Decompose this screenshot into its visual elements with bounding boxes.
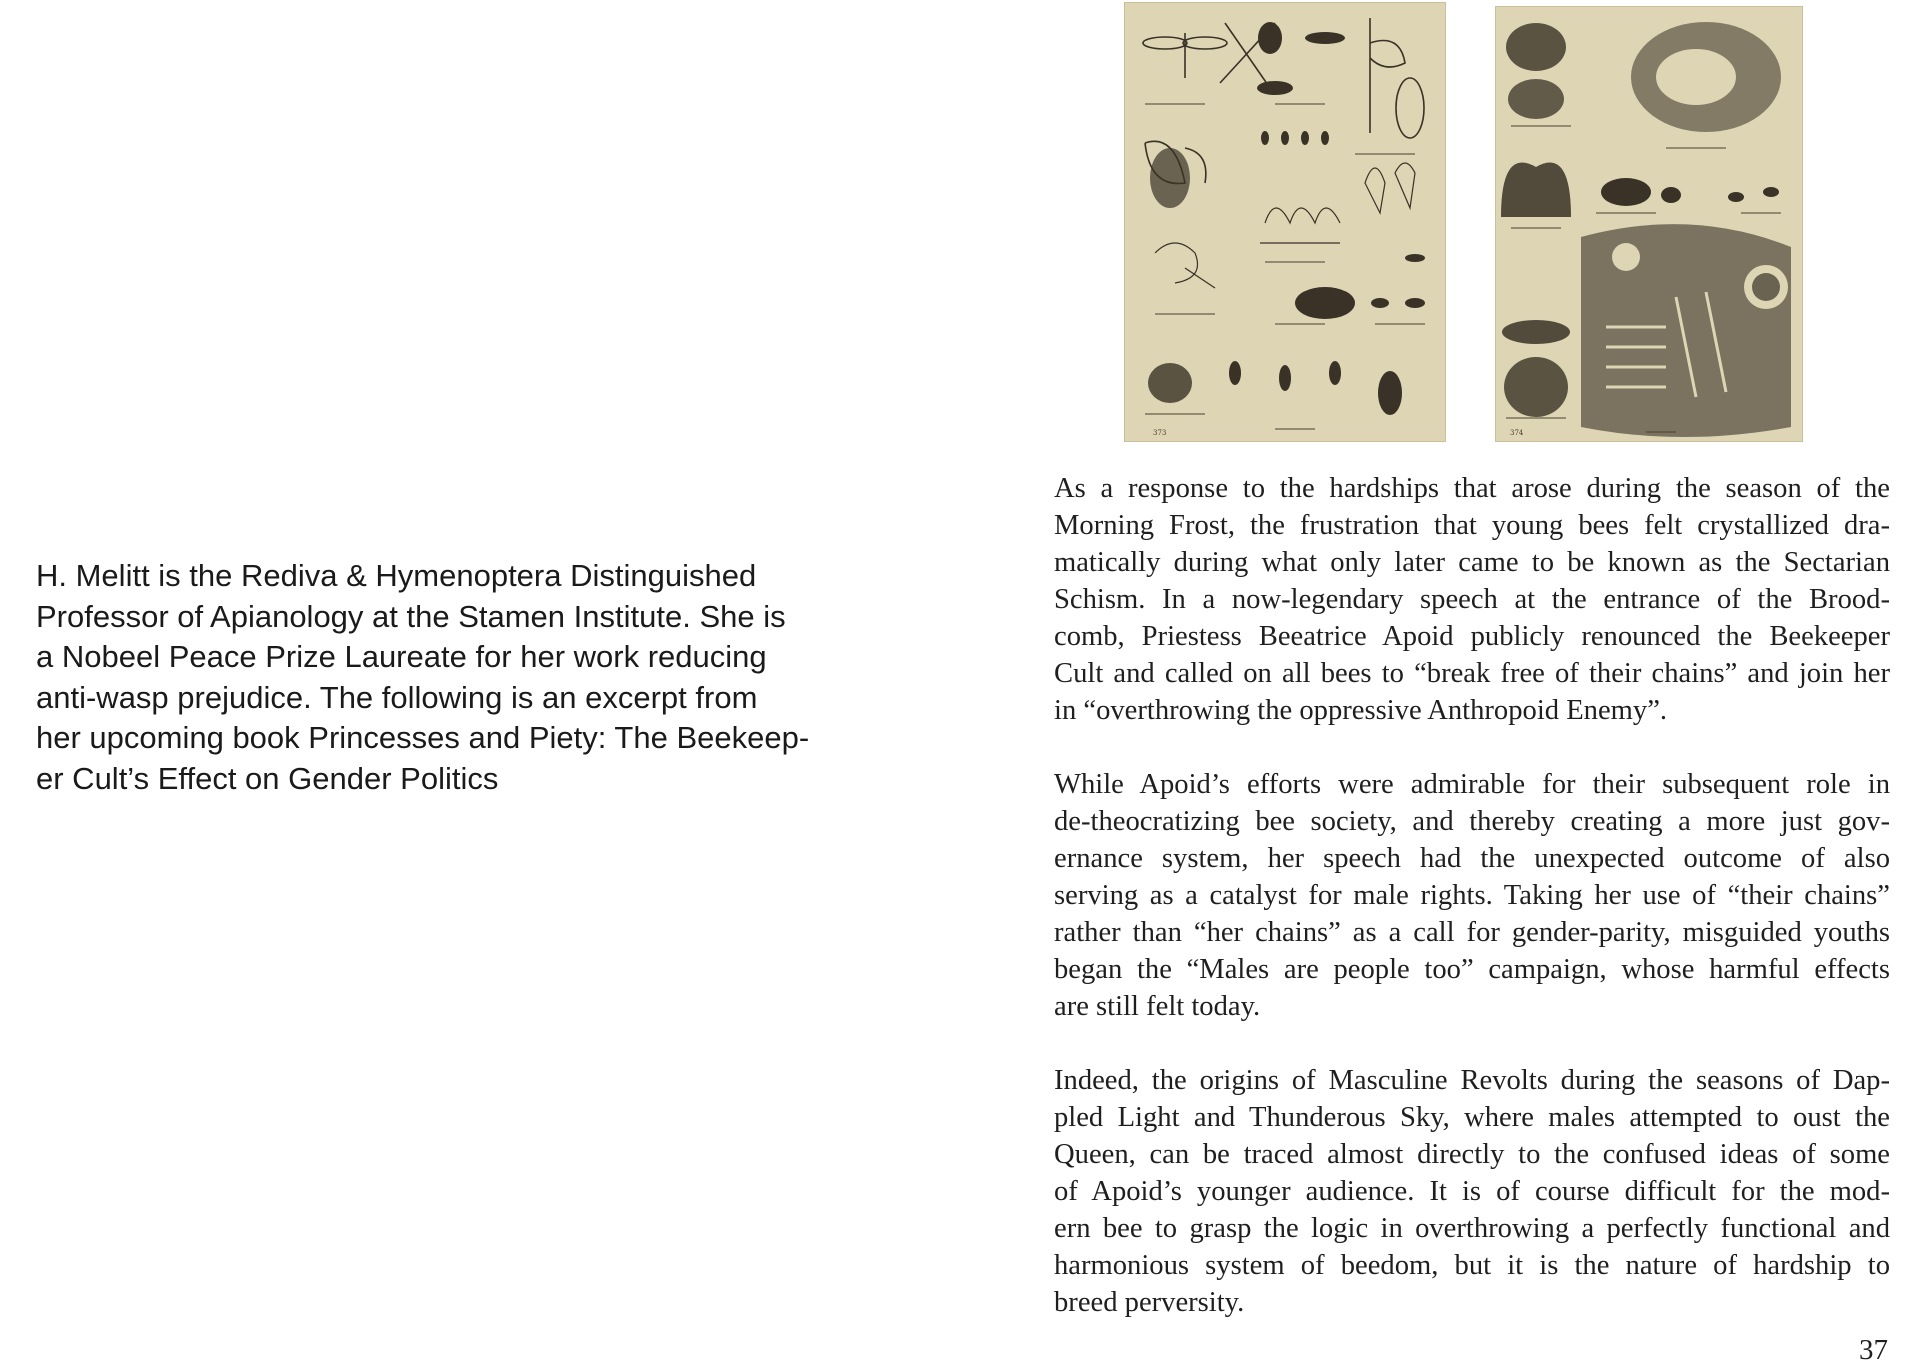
essay-line: Schism. In a now-legendary speech at the entrance of the Brood- — [1054, 584, 1890, 615]
author-bio — [36, 556, 876, 799]
essay-line: are still felt today. — [1054, 991, 1261, 1022]
engraving-plate-insects — [1124, 2, 1446, 442]
essay-line: Indeed, the origins of Masculine Revolts during the seasons of Dap- — [1054, 1065, 1890, 1096]
essay-line: As a response to the hardships that arose during the season of the — [1054, 473, 1890, 504]
plate-left-caption: 373 — [1153, 429, 1167, 437]
bio-line: a Nobeel Peace Prize Laureate for her work reducing — [36, 639, 767, 674]
insect-engraving-illustration — [1125, 3, 1445, 441]
essay-line: in “overthrowing the oppressive Anthropoid Enemy”. — [1054, 695, 1668, 726]
bio-line: her upcoming book Princesses and Piety: The Beekeep- — [36, 720, 810, 755]
bio-line: er Cult’s Effect on Gender Politics — [36, 760, 499, 796]
essay-paragraph — [1054, 1062, 1890, 1321]
essay-line: pled Light and Thunderous Sky, where males attempted to oust the — [1054, 1102, 1890, 1133]
essay-line: Cult and called on all bees to “break free of their chains” and join her — [1054, 658, 1890, 689]
essay-line: Queen, can be traced almost directly to the confused ideas of some — [1054, 1139, 1890, 1170]
page-number: 37 — [1859, 1334, 1888, 1366]
essay-line: harmonious system of beedom, but it is the nature of hardship to — [1054, 1250, 1890, 1281]
bio-line: anti-wasp prejudice. The following is an excerpt from — [36, 679, 758, 715]
essay-line: began the “Males are people too” campaign, whose harmful effects — [1054, 954, 1890, 985]
essay-line: breed perversity. — [1054, 1287, 1245, 1318]
essay-paragraph — [1054, 470, 1890, 729]
essay-line: rather than “her chains” as a call for gender-parity, misguided youths — [1054, 917, 1890, 948]
essay-line: of Apoid’s younger audience. It is of course difficult for the mod- — [1054, 1176, 1890, 1207]
plate-right-caption: 374 — [1510, 429, 1524, 437]
engraving-plate-hives — [1495, 6, 1803, 442]
bio-line: H. Melitt is the Rediva & Hymenoptera Distinguished — [36, 558, 757, 593]
essay-line: comb, Priestess Beeatrice Apoid publicly renounced the Beekeeper — [1054, 621, 1890, 652]
essay-line: ernance system, her speech had the unexpected outcome of also — [1054, 843, 1890, 874]
essay-body — [1054, 470, 1890, 1358]
essay-line: de-theocratizing bee society, and thereby creating a more just gov- — [1054, 806, 1890, 837]
essay-line: ern bee to grasp the logic in overthrowing a perfectly functional and — [1054, 1213, 1890, 1244]
hive-engraving-illustration — [1496, 7, 1802, 441]
essay-line: Morning Frost, the frustration that young bees felt crystallized dra- — [1054, 510, 1890, 541]
essay-line: matically during what only later came to be known as the Sectarian — [1054, 547, 1890, 578]
essay-paragraph — [1054, 766, 1890, 1025]
essay-line: While Apoid’s efforts were admirable for their subsequent role in — [1054, 769, 1890, 800]
bio-line: Professor of Apianology at the Stamen Institute. She is — [36, 598, 786, 634]
essay-line: serving as a catalyst for male rights. Taking her use of “their chains” — [1054, 880, 1890, 911]
